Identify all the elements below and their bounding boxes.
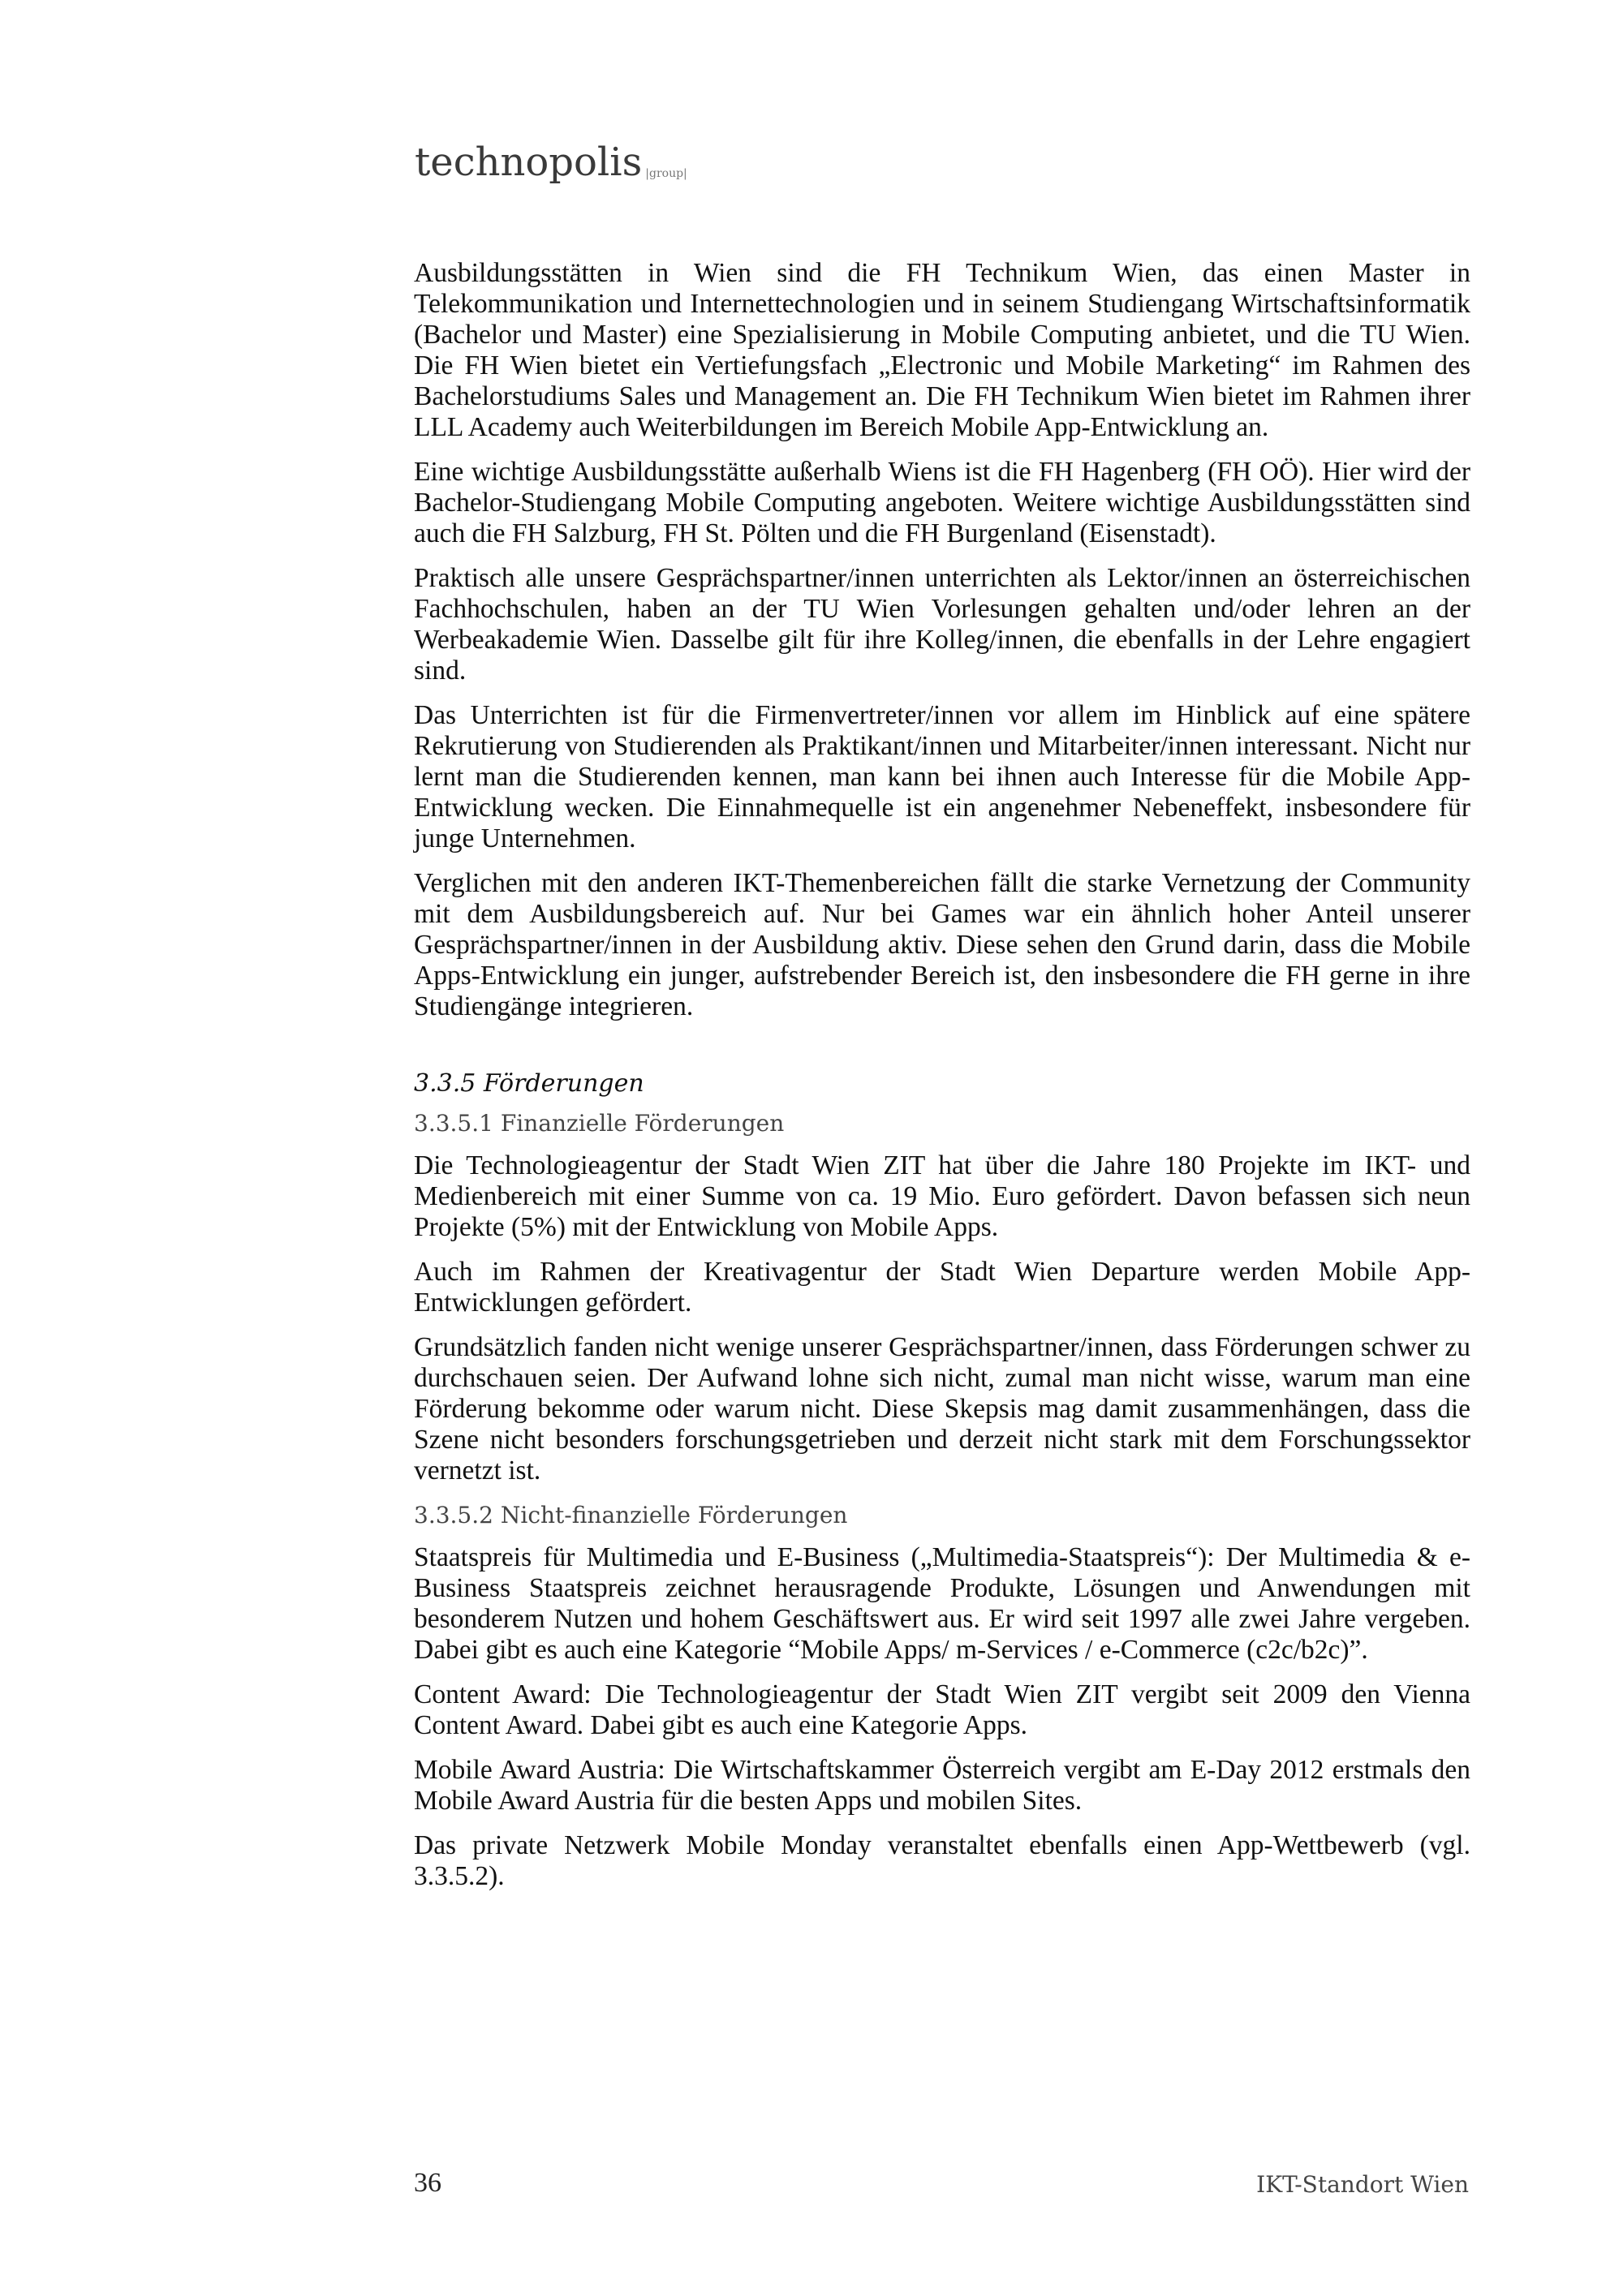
footer-document-title: IKT-Standort Wien: [1256, 2171, 1469, 2198]
paragraph-zit: Die Technologieagentur der Stadt Wien ZIT hat über die Jahre 180 Projekte im IKT- und Medienbereich mit einer Summe von ca. 19 Mio. Euro gefördert. Davon befassen sich neun Projekte (5%) mit der Entwicklung von Mobile Apps.: [414, 1150, 1470, 1242]
page-number: 36: [414, 2168, 441, 2198]
technopolis-logo: [415, 140, 687, 185]
paragraph-staatspreis: Staatspreis für Multimedia und E-Business („Multimedia-Staatspreis“): Der Multimedia & e-Business Staatspreis zeichnet herausragende Produkte, Lösungen und Anwendungen mit besonderem Nutzen und hohem Geschäftswert aus. Er wird seit 1997 alle zwei Jahre vergeben. Dabei gibt es auch eine Kategorie “Mobile Apps/ m-Services / e-Commerce (c2c/b2c)”.: [414, 1542, 1470, 1665]
paragraph-unterrichten: Das Unterrichten ist für die Firmenvertreter/innen vor allem im Hinblick auf eine spätere Rekrutierung von Studierenden als Praktikant/innen und Mitarbeiter/innen interessant. Nicht nur lernt man die Studierenden kennen, man kann bei ihnen auch Interesse für die Mobile App-Entwicklung wecken. Die Einnahmequelle ist ein angenehmer Nebeneffekt, insbesondere für junge Unternehmen.: [414, 700, 1470, 853]
paragraph-skepsis: Grundsätzlich fanden nicht wenige unserer Gesprächspartner/innen, dass Förderungen schwer zu durchschauen seien. Der Aufwand lohne sich nicht, zumal man nicht wisse, warum man eine Förderung bekomme oder warum nicht. Diese Skepsis mag damit zusammenhängen, dass die Szene nicht besonders forschungsgetrieben und derzeit nicht stark mit dem Forschungssektor vernetzt ist.: [414, 1332, 1470, 1486]
paragraph-ausbildungsstaetten-wien: Ausbildungsstätten in Wien sind die FH Technikum Wien, das einen Master in Telekommunikation und Internettechnologien und in seinem Studiengang Wirtschaftsinformatik (Bachelor und Master) eine Spezialisierung in Mobile Computing anbietet, und die TU Wien. Die FH Wien bietet ein Vertiefungsfach „Electronic und Mobile Marketing“ im Rahmen des Bachelorstudiums Sales und Management an. Die FH Technikum Wien bietet im Rahmen ihrer LLL Academy auch Weiterbildungen im Bereich Mobile App-Entwicklung an.: [414, 258, 1470, 442]
logo-suffix: |group|: [645, 167, 687, 180]
paragraph-mobile-monday: Das private Netzwerk Mobile Monday veranstaltet ebenfalls einen App-Wettbewerb (vgl. 3.3.5.2).: [414, 1830, 1470, 1891]
paragraph-lektoren: Praktisch alle unsere Gesprächspartner/innen unterrichten als Lektor/innen an österreichischen Fachhochschulen, haben an der TU Wien Vorlesungen gehalten und/oder lehren an der Werbeakademie Wien. Dasselbe gilt für ihre Kolleg/innen, die ebenfalls in der Lehre engagiert sind.: [414, 563, 1470, 686]
paragraph-content-award: Content Award: Die Technologieagentur der Stadt Wien ZIT vergibt seit 2009 den Vienna Content Award. Dabei gibt es auch eine Kategorie Apps.: [414, 1679, 1470, 1740]
paragraph-mobile-award: Mobile Award Austria: Die Wirtschaftskammer Österreich vergibt am E-Day 2012 erstmals den Mobile Award Austria für die besten Apps und mobilen Sites.: [414, 1755, 1470, 1816]
paragraph-vernetzung: Verglichen mit den anderen IKT-Themenbereichen fällt die starke Vernetzung der Community mit dem Ausbildungsbereich auf. Nur bei Games war ein ähnlich hoher Anteil unserer Gesprächspartner/innen in der Ausbildung aktiv. Diese sehen den Grund darin, dass die Mobile Apps-Entwicklung ein junger, aufstrebender Bereich ist, den insbesondere die FH gerne in ihre Studiengänge integrieren.: [414, 868, 1470, 1021]
paragraph-ausbildung-ausserhalb-wien: Eine wichtige Ausbildungsstätte außerhalb Wiens ist die FH Hagenberg (FH OÖ). Hier wird der Bachelor-Studiengang Mobile Computing angeboten. Weitere wichtige Ausbildungsstätten sind auch die FH Salzburg, FH St. Pölten und die FH Burgenland (Eisenstadt).: [414, 457, 1470, 548]
subsection-heading-nicht-finanzielle: 3.3.5.2 Nicht-finanzielle Förderungen: [414, 1502, 848, 1529]
body-text: [414, 258, 1470, 1906]
logo-text: technopolis: [415, 140, 643, 185]
subsection-heading-finanzielle: 3.3.5.1 Finanzielle Förderungen: [414, 1110, 785, 1137]
paragraph-departure: Auch im Rahmen der Kreativagentur der Stadt Wien Departure werden Mobile App-Entwicklungen gefördert.: [414, 1257, 1470, 1318]
section-heading-foerderungen: 3.3.5 Förderungen: [414, 1069, 644, 1098]
